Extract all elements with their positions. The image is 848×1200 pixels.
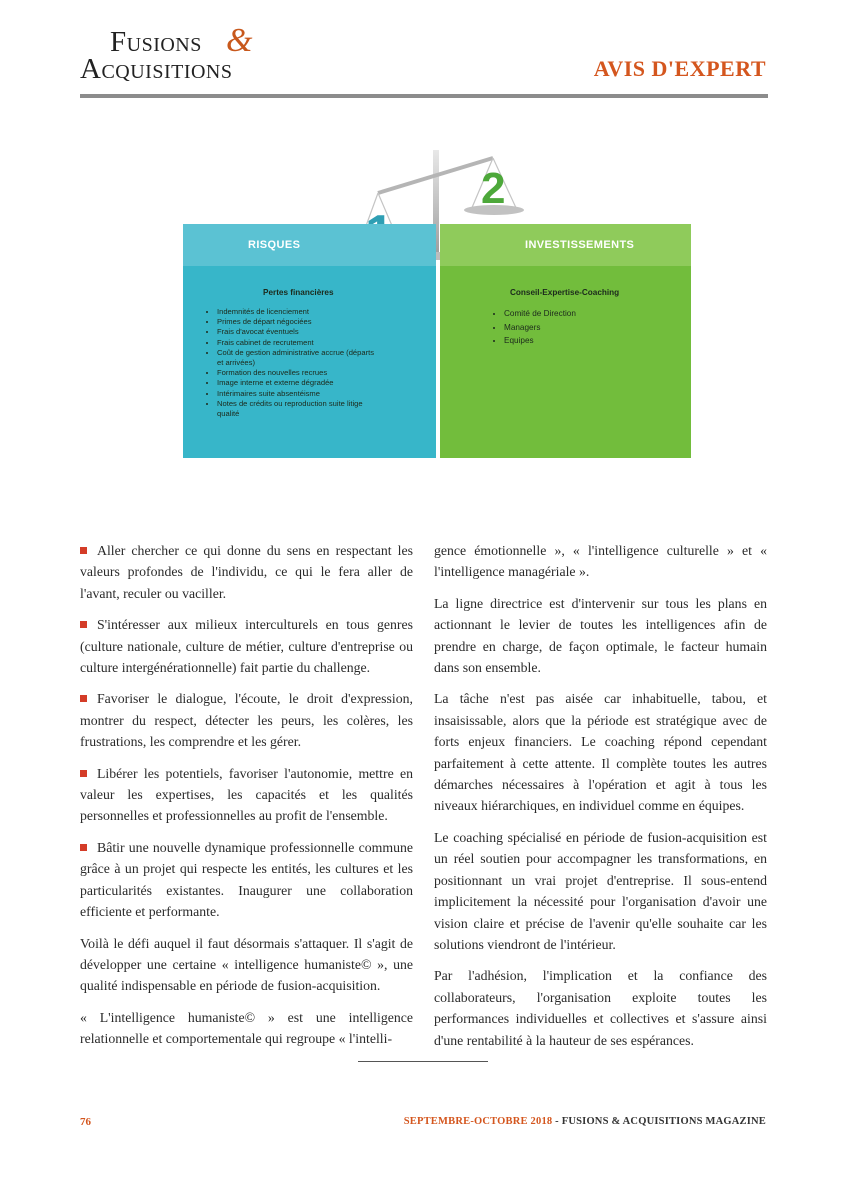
- square-bullet-icon: [80, 547, 87, 554]
- body-paragraph: « L'intelligence humaniste© » est une intelligence relationnelle et comportementale qui regroupe « l'intelli-: [80, 1009, 413, 1047]
- bullet-paragraph: [80, 837, 413, 923]
- body-paragraph: gence émotionnelle », « l'intelligence culturelle » et « l'intelligence managériale ».: [434, 543, 767, 580]
- risks-heading: RISQUES: [183, 224, 436, 266]
- square-bullet-icon: [80, 621, 87, 628]
- risks-title: Pertes financières: [263, 288, 334, 297]
- square-bullet-icon: [80, 695, 87, 702]
- bullet-text: Libérer les potentiels, favoriser l'autonomie, mettre en valeur les expertises, les capacités et les qualités personnelles et professionnelles au profit de l'ensemble.: [80, 765, 413, 824]
- page-number: 76: [80, 1116, 91, 1128]
- risks-list: [205, 307, 436, 419]
- body-paragraph: La tâche n'est pas aisée car inhabituelle, tabou, et insaisissable, alors que la période est stratégique avec de forts enjeux financiers. Le coaching répond cependant parfaitement à cette attente. Il complète toutes les autres démarches nécessaires à l'opération et agit à tous les niveaux hiérarchiques, en individuel comme en équipes.: [434, 691, 767, 814]
- list-item: • Indemnités de licenciement: [217, 307, 436, 317]
- footer-credit: [404, 1116, 766, 1127]
- right-column: [434, 540, 767, 1061]
- logo-word-fusions: Fusions: [110, 26, 202, 58]
- list-item: • Frais cabinet de recrutement: [217, 338, 436, 348]
- investments-list: [492, 307, 691, 348]
- header-rule: [80, 94, 768, 98]
- square-bullet-icon: [80, 770, 87, 777]
- bullet-paragraph: [80, 540, 413, 604]
- magazine-name: FUSIONS & ACQUISITIONS MAGAZINE: [561, 1116, 766, 1127]
- square-bullet-icon: [80, 844, 87, 851]
- list-item: • Formation des nouvelles recrues: [217, 368, 436, 378]
- bullet-text: S'intéresser aux milieux interculturels en tous genres (culture nationale, culture de métier, culture d'entreprise ou culture intergénérationnelle) fait partie du challenge.: [80, 617, 413, 676]
- bullet-paragraph: [80, 763, 413, 827]
- body-paragraph: Voilà le défi auquel il faut désormais s'attaquer. Il s'agit de développer une certaine « intelligence humaniste© », une qualité indispensable en période de fusion-acquisition.: [80, 935, 413, 994]
- list-item: • Comité de Direction: [504, 307, 691, 321]
- magazine-logo: [80, 22, 300, 92]
- bullet-text: Aller chercher ce qui donne du sens en respectant les valeurs profondes de l'individu, ce qui le fera aller de l'avant, reculer ou vaciller.: [80, 543, 413, 601]
- list-item: • Equipes: [504, 334, 691, 348]
- list-item: • Frais d'avocat éventuels: [217, 327, 436, 337]
- risks-panel: [183, 224, 436, 458]
- footnote-rule: [358, 1061, 488, 1062]
- issue-date: SEPTEMBRE-OCTOBRE 2018: [403, 1116, 553, 1127]
- list-item: • Primes de départ négociées: [217, 317, 436, 327]
- list-item: • Coût de gestion administrative accrue (départs et arrivées): [217, 348, 377, 368]
- investments-title: Conseil-Expertise-Coaching: [510, 288, 620, 297]
- body-paragraph: Par l'adhésion, l'implication et la confiance des collaborateurs, l'organisation exploite toutes les performances individuelles et collectives et s'assure ainsi d'une rentabilité à la hauteur de ses espérances.: [434, 968, 767, 1048]
- bullet-paragraph: [80, 614, 413, 678]
- body-paragraph: La ligne directrice est d'intervenir sur tous les plans en actionnant le levier de toutes les intelligences afin de prendre en charge, de façon optimale, le facteur humain dans son ensemble.: [434, 595, 767, 676]
- body-paragraph: Le coaching spécialisé en période de fusion-acquisition est un réel soutien pour accompagner les transformations, en positionnant un vrai projet d'entreprise. Il sous-entend implicitement la nécessité pour l'organisation d'avoir une vision claire et précise de l'avenir qu'elle souhaite car les solutions viendront de l'intérieur.: [434, 829, 767, 952]
- logo-ampersand: &: [226, 22, 253, 59]
- list-item: • Image interne et externe dégradée: [217, 378, 436, 388]
- left-column: [80, 540, 413, 1060]
- investments-panel: [440, 224, 691, 458]
- risk-investment-figure: [183, 148, 691, 460]
- bullet-paragraph: [80, 688, 413, 752]
- figure-number-two: 2: [481, 164, 506, 213]
- list-item: • Notes de crédits ou reproduction suite litige qualité: [217, 399, 367, 419]
- footer-separator: -: [552, 1116, 562, 1127]
- bullet-text: Bâtir une nouvelle dynamique professionnelle commune grâce à un projet qui respecte les entités, les cultures et les particularités existantes. Inaugurer une collaboration efficiente et performante.: [80, 839, 413, 920]
- section-title: AVIS D'EXPERT: [593, 56, 766, 81]
- bullet-text: Favoriser le dialogue, l'écoute, le droit d'expression, montrer du respect, détecter les peurs, les colères, les frustrations, les comprendre et les gérer.: [80, 691, 413, 750]
- list-item: • Intérimaires suite absentéisme: [217, 389, 436, 399]
- investments-heading: INVESTISSEMENTS: [440, 224, 691, 266]
- logo-word-acquisitions: Acquisitions: [80, 53, 233, 85]
- list-item: • Managers: [504, 321, 691, 335]
